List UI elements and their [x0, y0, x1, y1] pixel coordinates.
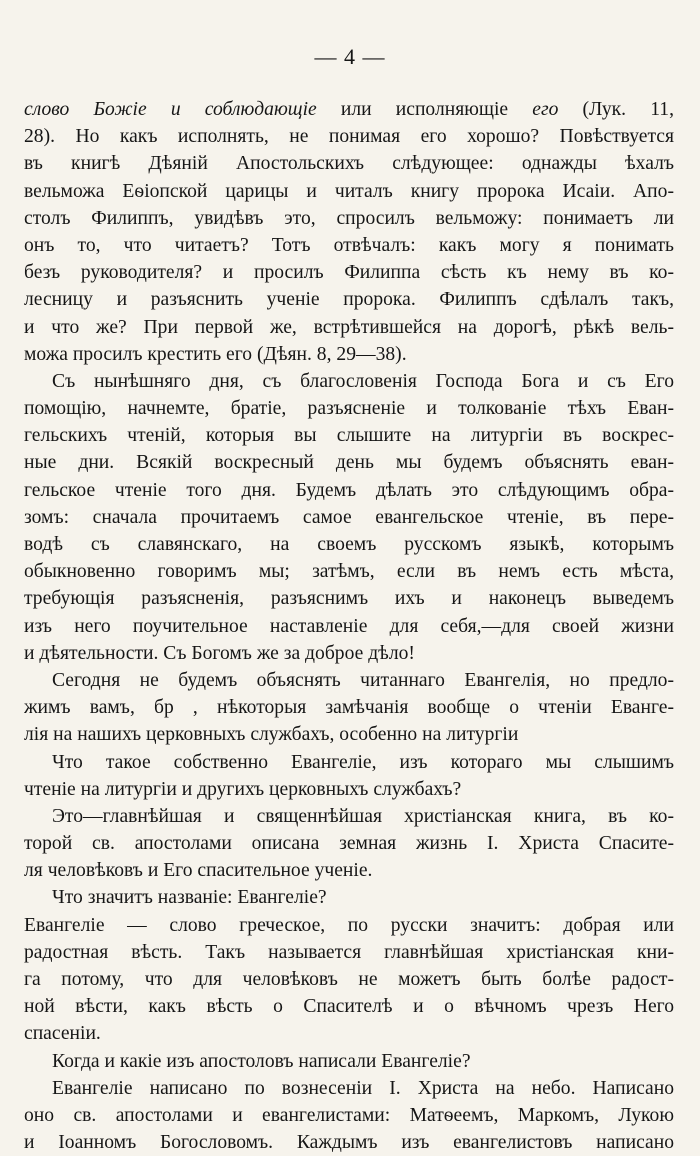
text-line: можа просилъ крестить его (Дѣян. 8, 29—38). [24, 343, 407, 365]
text-line: безъ руководителя? и просилъ Филиппа сѣсть къ нему въ ко- [24, 262, 674, 284]
text-line: Это—главнѣйшая и священнѣйшая христіанская книга, въ ко- [52, 805, 674, 827]
text-line: Что значитъ названіе: Евангеліе? [52, 887, 327, 909]
text-line: чтеніе на литургіи и другихъ церковныхъ службахъ? [24, 778, 462, 800]
text-line: помощію, начнемте, братіе, разъясненіе и толкованіе тѣхъ Еван- [24, 398, 674, 420]
text-line: онъ то, что читаетъ? Тотъ отвѣчалъ: какъ могу я понимать [24, 234, 674, 256]
text-line: и что же? При первой же, встрѣтившейся на дорогѣ, рѣкѣ вель- [24, 316, 674, 338]
text-line: Что такое собственно Евангеліе, изъ котораго мы слышимъ [52, 751, 674, 773]
text-line: оно св. апостолами и евангелистами: Матѳеемъ, Маркомъ, Лукою [24, 1104, 674, 1126]
text-line: торой св. апостолами описана земная жизнь І. Христа Спасите- [24, 833, 674, 855]
text-line: обыкновенно говоримъ мы; затѣмъ, если въ немъ есть мѣста, [24, 561, 674, 583]
text-line: лія на нашихъ церковныхъ службахъ, особенно на литургіи [24, 724, 519, 746]
page-number: — 4 — [314, 44, 386, 69]
text-line: требующія разъясненія, разъяснимъ ихъ и наконецъ выведемъ [24, 588, 674, 610]
text-line: спасеніи. [24, 1023, 101, 1045]
text-line: столъ Филиппъ, увидѣвъ это, спросилъ вельможу: понимаетъ ли [24, 207, 674, 229]
text-line: Сегодня не будемъ объяснять читаннаго Евангелія, но предло- [52, 669, 674, 691]
text-line: гельскихъ чтеній, которыя вы слышите на литургіи въ воскрес- [24, 425, 674, 447]
text-line: Евангеліе — слово греческое, по русски значитъ: добрая или [24, 914, 674, 936]
text-line: га потому, что для человѣковъ не можетъ быть болѣе радост- [24, 969, 674, 990]
text-line: зомъ: сначала прочитаемъ самое евангельское чтеніе, въ пере- [24, 506, 674, 528]
text-line: ля человѣковъ и Его спасительное ученіе. [24, 860, 373, 882]
text-line: водѣ съ славянскаго, на своемъ русскомъ языкѣ, которымъ [24, 534, 674, 555]
page-body [24, 96, 674, 1156]
text-line: Съ нынѣшняго дня, съ благословенія Господа Бога и съ Его [52, 370, 674, 392]
text-line: Когда и какіе изъ апостоловъ написали Евангеліе? [52, 1050, 471, 1072]
text-line-1: слово Божіе и соблюдающіе или исполняющіе его (Лук. 11, [24, 99, 674, 120]
text-line: изъ него поучительное наставленіе для себя,—для своей жизни [24, 615, 674, 637]
text-line: радостная вѣсть. Такъ называется главнѣйшая христіанская кни- [24, 941, 674, 963]
text-line: Евангеліе написано по вознесеніи І. Христа на небо. Написано [52, 1077, 674, 1099]
text-line: и Іоанномъ Богословомъ. Каждымъ изъ евангелистовъ написано [24, 1132, 674, 1154]
text-line: и дѣятельности. Съ Богомъ же за доброе дѣло! [24, 642, 415, 664]
italic-phrase: слово Божіе и соблюдающіе [24, 99, 317, 120]
text-line: вельможа Еѳіопской царицы и читалъ книгу пророка Исаіи. Апо- [24, 180, 674, 202]
text-line: лесницу и разъяснить ученіе пророка. Филиппъ сдѣлалъ такъ, [24, 289, 674, 311]
text-line: ные дни. Всякій воскресный день мы будемъ объяснять еван- [24, 452, 674, 474]
text-line: ной вѣсти, какъ вѣсть о Спасителѣ и о вѣчномъ чрезъ Него [24, 996, 674, 1018]
italic-phrase-2: его [532, 99, 559, 120]
text-line: 28). Но какъ исполнять, не понимая его хорошо? Повѣствуется [24, 126, 674, 148]
text-line: жимъ вамъ, бр , нѣкоторыя замѣчанія вообще о чтеніи Еванге- [24, 697, 674, 719]
text-line: въ книгѣ Дѣяній Апостольскихъ слѣдующее: однажды ѣхалъ [24, 153, 674, 175]
text-line: гельское чтеніе того дня. Будемъ дѣлать это слѣдующимъ обра- [24, 479, 674, 501]
